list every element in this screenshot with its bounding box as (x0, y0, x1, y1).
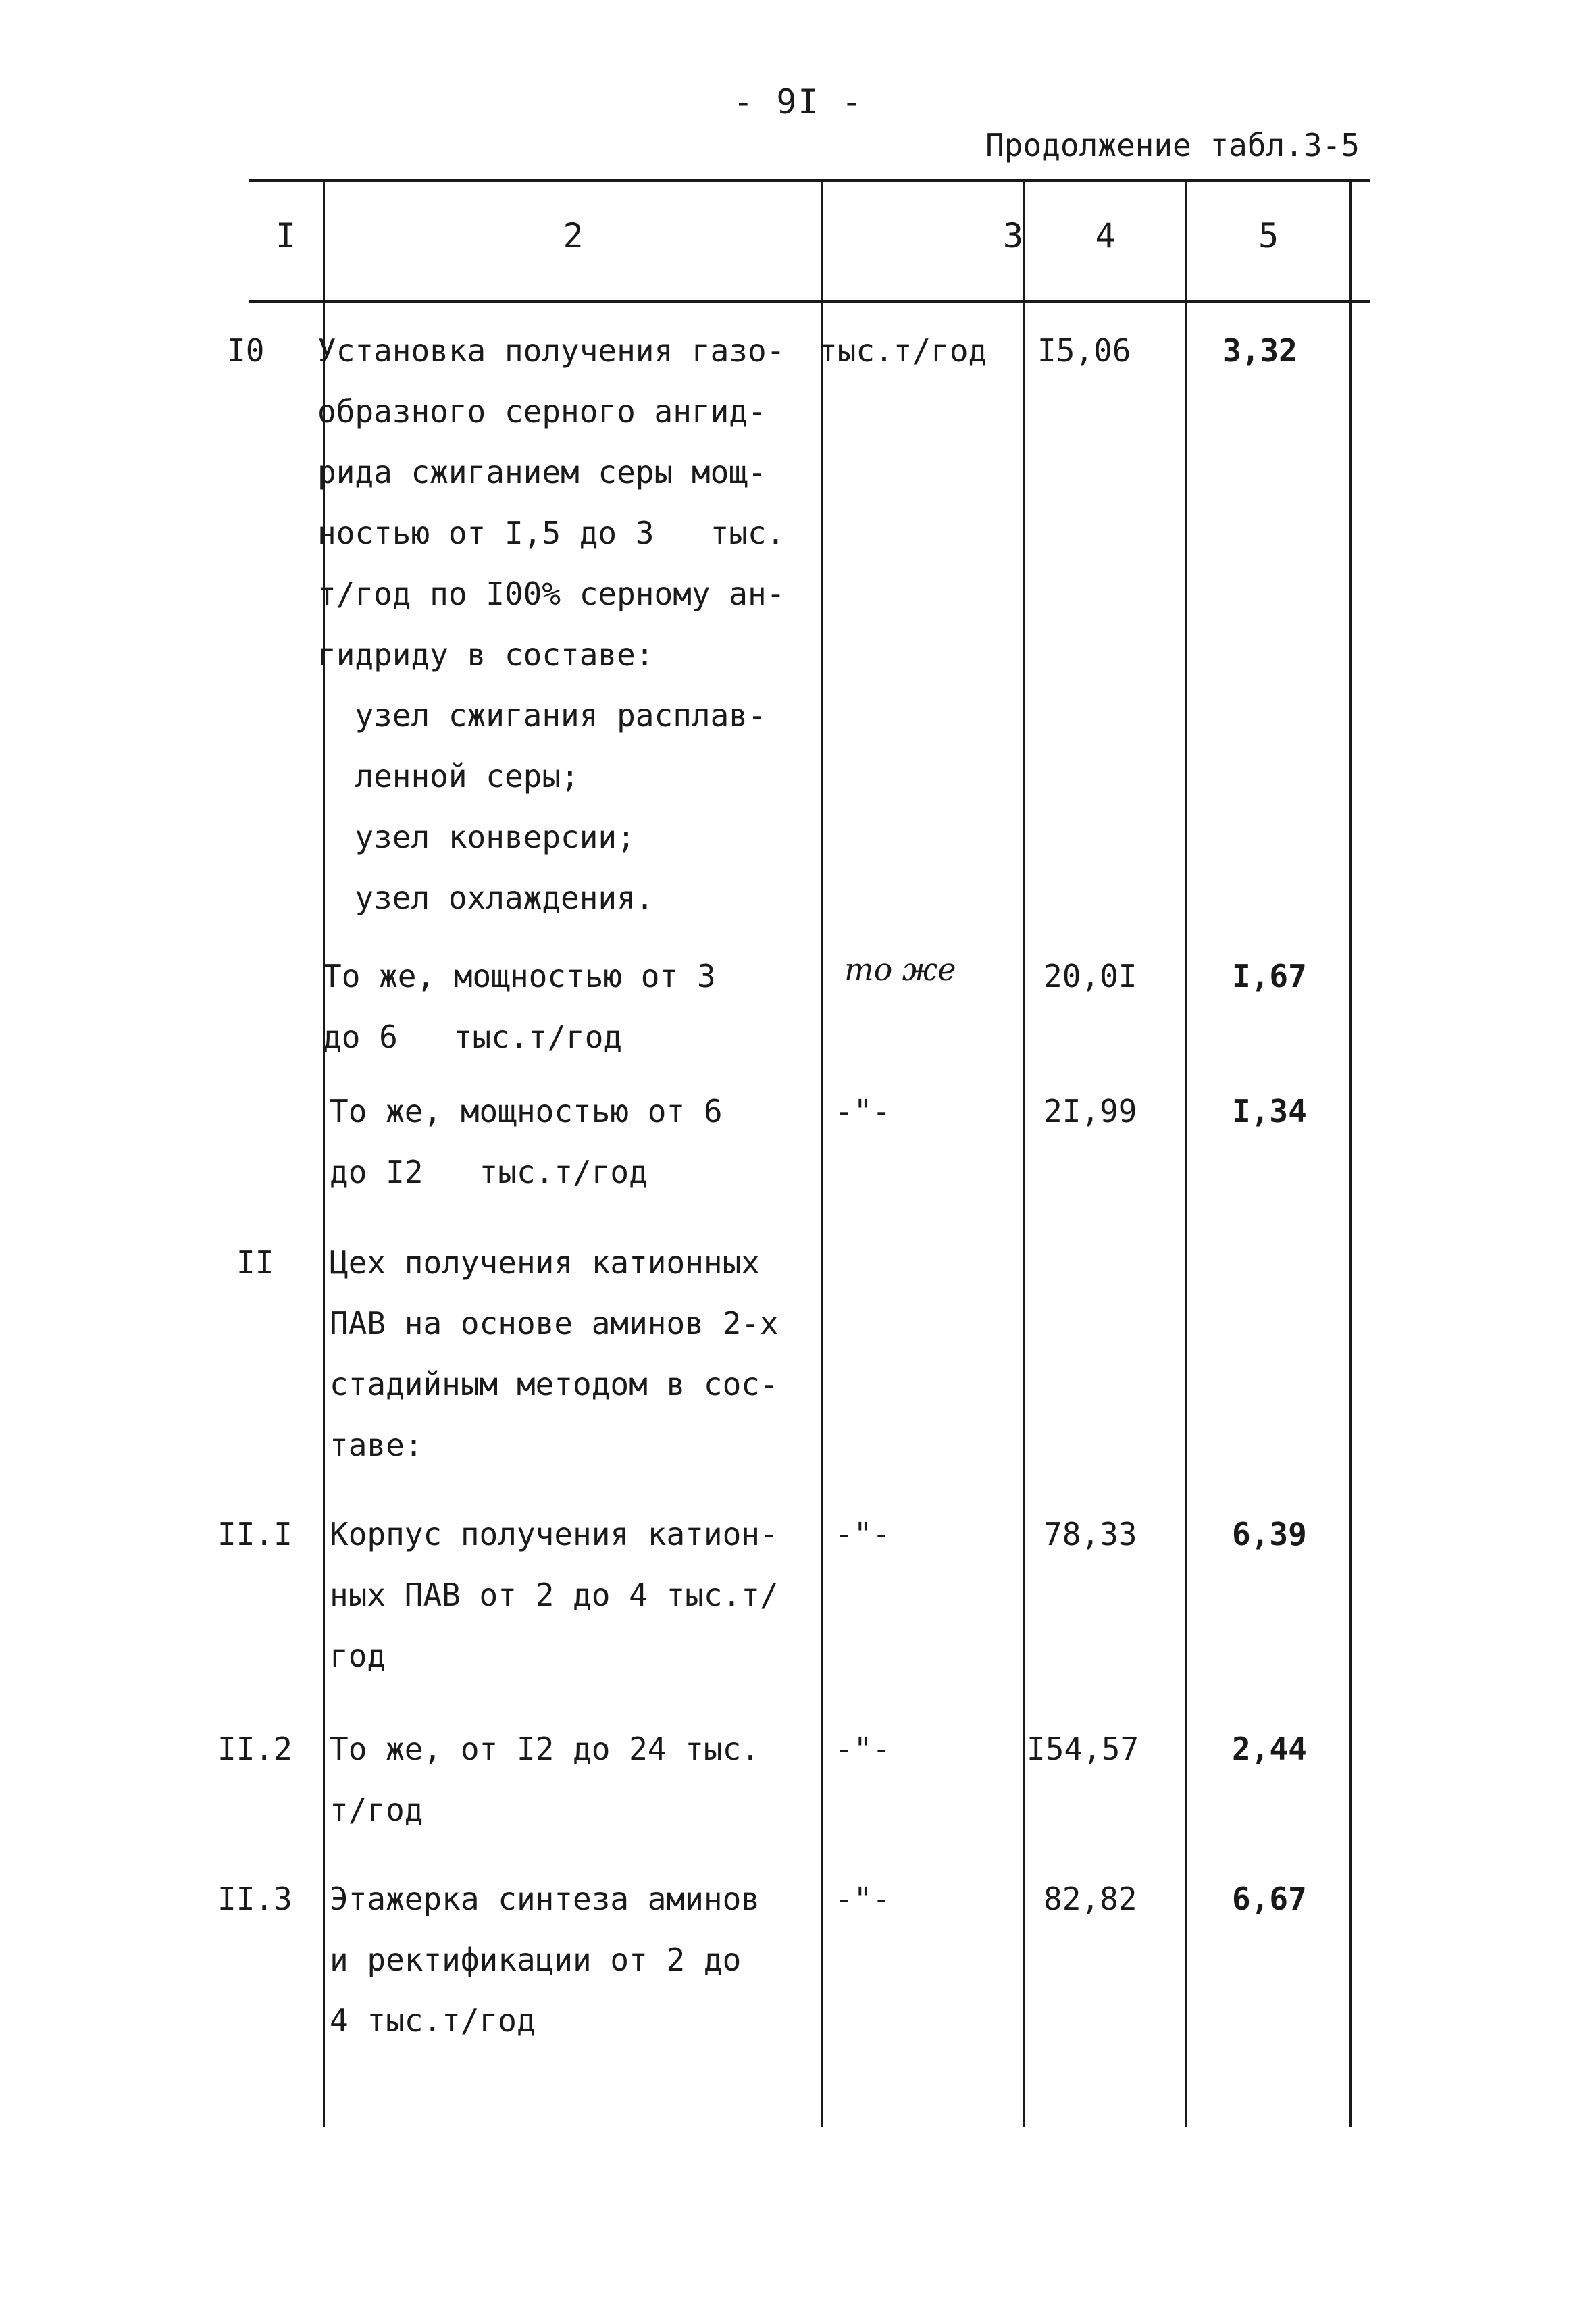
row-description: Этажерка синтеза аминов и ректификации от 2 до 4 тыс.т/год (330, 1881, 760, 2039)
row-description: То же, мощностью от 3 до 6 тыс.т/год (323, 958, 716, 1055)
header-col-3: 3 (1002, 216, 1023, 255)
row-col4-value: I5,06 (1037, 332, 1131, 369)
row-unit: -"- (835, 1093, 892, 1129)
row-col4-value: I54,57 (1027, 1731, 1139, 1767)
row-unit: -"- (835, 1881, 892, 1917)
row-col4-value: 78,33 (1044, 1516, 1137, 1552)
header-col-2: 2 (563, 216, 584, 255)
row-col5-value: I,34 (1232, 1093, 1307, 1129)
row-col5-value: 6,39 (1232, 1516, 1307, 1552)
table-header-rule (249, 300, 1370, 303)
row-description: То же, от I2 до 24 тыс. т/год (330, 1731, 760, 1828)
row-id: I0 (227, 332, 265, 369)
column-divider-right (1349, 181, 1352, 2127)
row-unit: -"- (835, 1516, 892, 1552)
column-divider-3-4 (1023, 181, 1025, 2127)
column-divider-4-5 (1185, 181, 1187, 2127)
header-col-5: 5 (1258, 216, 1279, 255)
row-description: То же, мощностью от 6 до I2 тыс.т/год (330, 1093, 723, 1190)
row-description: Корпус получения катион- ных ПАВ от 2 до 4 тыс.т/ год (330, 1516, 779, 1674)
row-id: II.I (217, 1516, 292, 1552)
row-description: Цех получения катионных ПАВ на основе аминов 2-х стадийным методом в сос- таве: (330, 1244, 779, 1463)
header-col-4: 4 (1095, 216, 1116, 255)
row-unit: то же (844, 951, 956, 988)
row-unit: тыс.т/год (819, 332, 987, 369)
row-id: II (236, 1244, 274, 1281)
row-col5-value: 2,44 (1232, 1731, 1307, 1767)
row-col5-value: 3,32 (1222, 332, 1297, 369)
column-divider-2-3 (821, 181, 823, 2127)
row-id: II.3 (217, 1881, 292, 1917)
row-col5-value: I,67 (1232, 958, 1307, 994)
table-continuation-label: Продолжение табл.3-5 (985, 127, 1360, 163)
row-col4-value: 20,0I (1044, 958, 1137, 994)
row-col5-value: 6,67 (1232, 1881, 1307, 1917)
row-unit: -"- (835, 1731, 892, 1767)
row-id: II.2 (217, 1731, 292, 1767)
row-col4-value: 2I,99 (1044, 1093, 1137, 1129)
row-description: Установка получения газо- образного серного ангид- рида сжиганием серы мощ- ностью от I,5 до 3 тыс. т/год по I00% серному ан- гидриду в составе: узел сжигания расплав- ленной серы; узел конверсии; узел охлаждения. (317, 332, 786, 916)
table-top-rule (249, 179, 1370, 182)
row-col4-value: 82,82 (1044, 1881, 1137, 1917)
header-col-1: I (275, 216, 297, 255)
page-number: - 9I - (733, 82, 863, 122)
